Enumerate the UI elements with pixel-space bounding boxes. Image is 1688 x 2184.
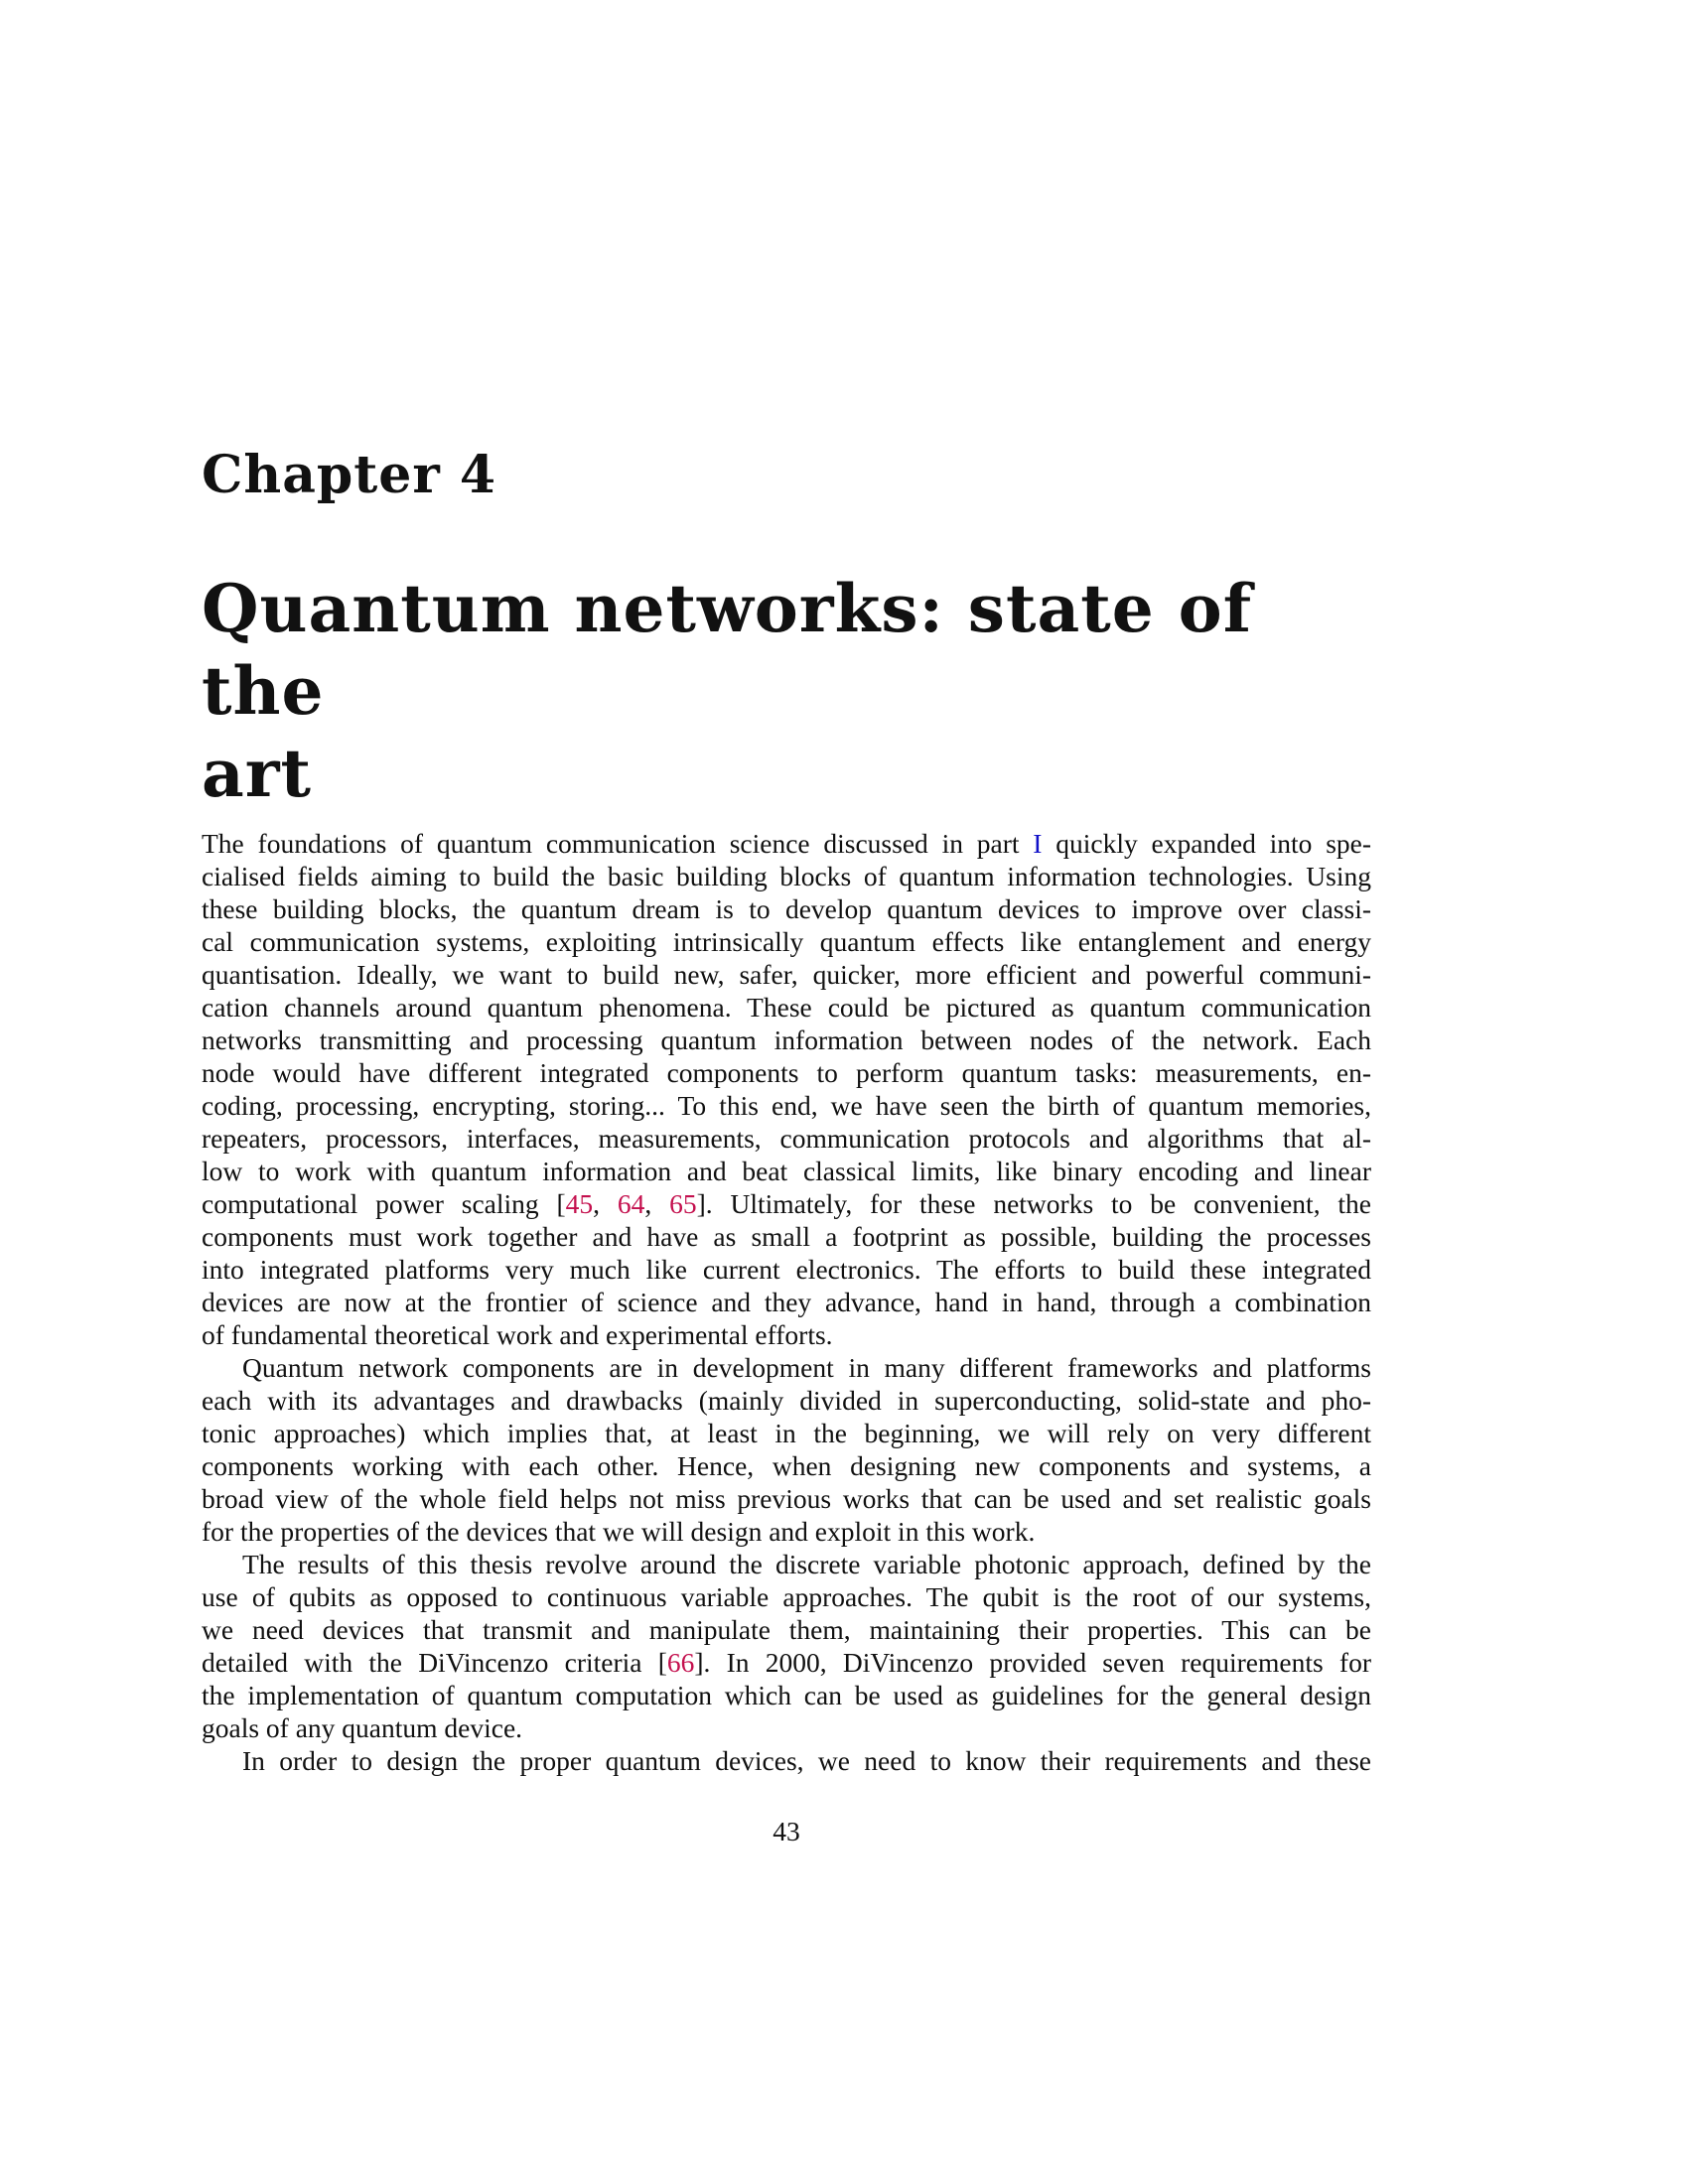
text-segment: cal communication systems, exploiting intrinsically quantum effects like entanglement and energy [202,926,1371,957]
text-segment: ]. Ultimately, for these networks to be convenient, the [696,1188,1372,1219]
text-line [202,1646,1371,1679]
text-line [202,1056,1371,1089]
citation-link[interactable]: 66 [666,1647,695,1678]
text-line [202,991,1371,1024]
text-line [202,1286,1371,1318]
text-segment: quantisation. Ideally, we want to build new, safer, quicker, more efficient and powerful communi- [202,959,1371,990]
text-segment: , [644,1188,670,1219]
page-number: 43 [773,1816,800,1846]
text-line [202,1155,1371,1187]
text-segment: into integrated platforms very much like current electronics. The efforts to build these integrated [202,1254,1371,1285]
text-segment: each with its advantages and drawbacks (mainly divided in superconducting, solid-state and pho- [202,1385,1371,1416]
chapter-title-line: Quantum networks: state of the [202,570,1253,730]
text-line [202,958,1371,991]
text-segment: In order to design the proper quantum devices, we need to know their requirements and these [242,1745,1371,1776]
text-segment: computational power scaling [ [202,1188,566,1219]
text-line [202,1548,1371,1580]
text-segment: goals of any quantum device. [202,1712,523,1743]
text-line [202,1613,1371,1646]
text-segment: components must work together and have as small a footprint as possible, building the processes [202,1221,1371,1252]
chapter-title-line: art [202,735,313,812]
text-segment: we need devices that transmit and manipulate them, maintaining their properties. This can be [202,1614,1371,1645]
text-line [202,1417,1371,1449]
text-segment: Quantum network components are in development in many different frameworks and platforms [242,1352,1371,1383]
text-line [202,1744,1371,1777]
text-segment: quickly expanded into spe- [1042,828,1372,859]
text-line [202,1089,1371,1122]
text-line [202,1482,1371,1515]
text-segment: detailed with the DiVincenzo criteria [ [202,1647,667,1678]
text-segment: tonic approaches) which implies that, at least in the beginning, we will rely on very different [202,1418,1371,1448]
text-segment: The results of this thesis revolve around the discrete variable photonic approach, defined by the [242,1549,1371,1579]
text-line [202,1318,1371,1351]
text-segment: networks transmitting and processing quantum information between nodes of the network. Each [202,1024,1371,1055]
text-segment: ]. In 2000, DiVincenzo provided seven requirements for [694,1647,1371,1678]
text-line [202,1187,1371,1220]
text-segment: node would have different integrated components to perform quantum tasks: measurements, en- [202,1057,1371,1088]
text-line [202,892,1371,925]
text-segment: components working with each other. Hence, when designing new components and systems, a [202,1450,1371,1481]
citation-link[interactable]: 64 [617,1188,645,1219]
text-line [202,1679,1371,1711]
text-line [202,1515,1371,1548]
text-segment: coding, processing, encrypting, storing... To this end, we have seen the birth of quantum memories, [202,1090,1371,1121]
text-segment: repeaters, processors, interfaces, measurements, communication protocols and algorithms that al- [202,1123,1371,1154]
text-line [202,1449,1371,1482]
text-line [202,1580,1371,1613]
text-segment: of fundamental theoretical work and experimental efforts. [202,1319,833,1350]
body-text [202,827,1371,1777]
text-line [202,1253,1371,1286]
text-segment: cialised fields aiming to build the basic building blocks of quantum information technologies. Using [202,861,1371,891]
text-segment: use of qubits as opposed to continuous variable approaches. The qubit is the root of our systems, [202,1581,1371,1612]
text-line [202,925,1371,958]
citation-link[interactable]: 65 [669,1188,697,1219]
text-segment: devices are now at the frontier of science and they advance, hand in hand, through a combination [202,1287,1371,1317]
text-line [202,1711,1371,1744]
text-segment: these building blocks, the quantum dream is to develop quantum devices to improve over classi- [202,893,1371,924]
part-link[interactable]: I [1033,828,1043,859]
text-line [202,1122,1371,1155]
text-segment: low to work with quantum information and beat classical limits, like binary encoding and linear [202,1156,1371,1186]
text-line [202,827,1371,860]
text-segment: , [593,1188,618,1219]
text-line [202,1384,1371,1417]
text-line [202,1220,1371,1253]
text-segment: The foundations of quantum communication science discussed in part [202,828,1034,859]
text-segment: broad view of the whole field helps not miss previous works that can be used and set realistic goals [202,1483,1371,1514]
text-segment: cation channels around quantum phenomena. These could be pictured as quantum communication [202,992,1371,1023]
chapter-label: Chapter 4 [202,445,497,505]
text-segment: the implementation of quantum computation which can be used as guidelines for the general design [202,1680,1371,1710]
chapter-title [202,568,1373,815]
text-line [202,1024,1371,1056]
text-line [202,860,1371,892]
text-segment: for the properties of the devices that we will design and exploit in this work. [202,1516,1036,1547]
citation-link[interactable]: 45 [565,1188,594,1219]
text-line [202,1351,1371,1384]
